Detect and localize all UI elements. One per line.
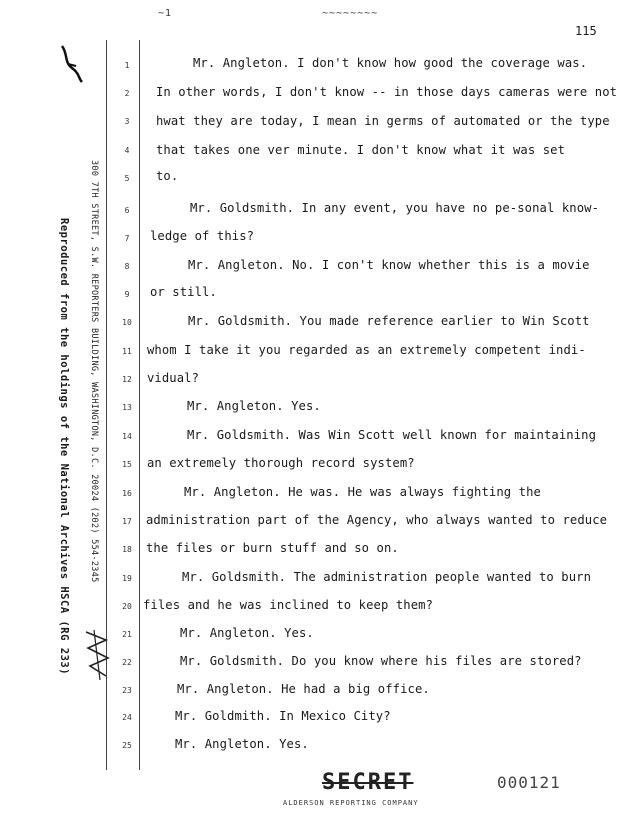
- transcript-line: Mr. Angleton. Yes.: [187, 399, 321, 413]
- transcript-line: the files or burn stuff and so on.: [146, 541, 399, 555]
- line-number: 5: [124, 174, 130, 183]
- line-number: 23: [122, 686, 132, 695]
- line-number: 3: [124, 117, 130, 126]
- line-number: 8: [124, 262, 130, 271]
- transcript-line: In other words, I don't know -- in those days cameras were not: [156, 85, 618, 99]
- transcript-line: Mr. Angleton. He had a big office.: [177, 682, 430, 696]
- line-number: 16: [122, 489, 132, 498]
- transcript-line: Mr. Goldsmith. Do you know where his files are stored?: [180, 654, 582, 668]
- line-number: 15: [122, 460, 132, 469]
- line-number: 14: [122, 432, 132, 441]
- line-number: 2: [124, 89, 130, 98]
- line-number: 1: [124, 61, 130, 70]
- transcript-line: Mr. Angleton. Yes.: [180, 626, 314, 640]
- transcript-line: whom I take it you regarded as an extremely competent indi-: [147, 343, 586, 357]
- line-number: 18: [122, 545, 132, 554]
- secret-stamp: SECRET: [322, 770, 414, 795]
- pen-mark-icon: [58, 44, 86, 84]
- reporter-address: 300 7TH STREET, S.W. REPORTERS BUILDING, WASHINGTON, D.C. 20024 (202) 554-2345: [89, 160, 99, 583]
- line-number: 10: [122, 318, 132, 327]
- line-number: 21: [122, 630, 132, 639]
- header-mark-center: ~~~~~~~~: [322, 8, 379, 19]
- reporting-firm: ALDERSON REPORTING COMPANY: [283, 799, 419, 807]
- transcript-line: Mr. Angleton. I don't know how good the coverage was.: [193, 56, 588, 70]
- line-number: 22: [122, 658, 132, 667]
- transcript-line: ledge of this?: [150, 229, 255, 243]
- transcript-line: to.: [156, 169, 179, 183]
- transcript-line: Mr. Angleton. He was. He was always fighting the: [184, 485, 541, 499]
- line-number: 6: [124, 206, 130, 215]
- transcript-line: an extremely thorough record system?: [147, 456, 415, 470]
- line-number: 19: [122, 574, 132, 583]
- line-number: 13: [122, 403, 132, 412]
- line-number: 24: [122, 713, 132, 722]
- line-number: 17: [122, 517, 132, 526]
- line-number: 9: [124, 290, 130, 299]
- document-id: 000121: [497, 773, 561, 792]
- archive-note: Reproduced from the holdings of the National Archives HSCA (RG 233): [58, 218, 70, 676]
- transcript-line: Mr. Goldsmith. The administration people wanted to burn: [182, 570, 592, 584]
- line-number: 4: [124, 146, 130, 155]
- transcript-line: Mr. Goldsmith. In any event, you have no pe-sonal know-: [190, 201, 600, 215]
- margin-rule-inner: [139, 40, 140, 770]
- line-number: 7: [124, 234, 130, 243]
- transcript-line: Mr. Goldsmith. You made reference earlier to Win Scott: [188, 314, 590, 328]
- transcript-line: Mr. Goldmith. In Mexico City?: [175, 709, 391, 723]
- transcript-line: files and he was inclined to keep them?: [143, 598, 434, 612]
- page-number: 115: [575, 24, 597, 38]
- line-number: 25: [122, 741, 132, 750]
- transcript-line: or still.: [150, 285, 217, 299]
- transcript-line: vidual?: [147, 371, 200, 385]
- line-number: 11: [122, 347, 132, 356]
- transcript-line: Mr. Angleton. No. I con't know whether this is a movie: [188, 258, 590, 272]
- line-number: 20: [122, 602, 132, 611]
- transcript-line: Mr. Goldsmith. Was Win Scott well known for maintaining: [187, 428, 597, 442]
- transcript-line: that takes one ver minute. I don't know what it was set: [156, 143, 566, 157]
- transcript-line: Mr. Angleton. Yes.: [175, 737, 309, 751]
- initials-mark-icon: [80, 628, 114, 684]
- header-mark-left: ~1: [158, 8, 173, 19]
- transcript-line: administration part of the Agency, who always wanted to reduce: [146, 513, 608, 527]
- transcript-line: hwat they are today, I mean in germs of automated or the type: [156, 114, 610, 128]
- line-number: 12: [122, 375, 132, 384]
